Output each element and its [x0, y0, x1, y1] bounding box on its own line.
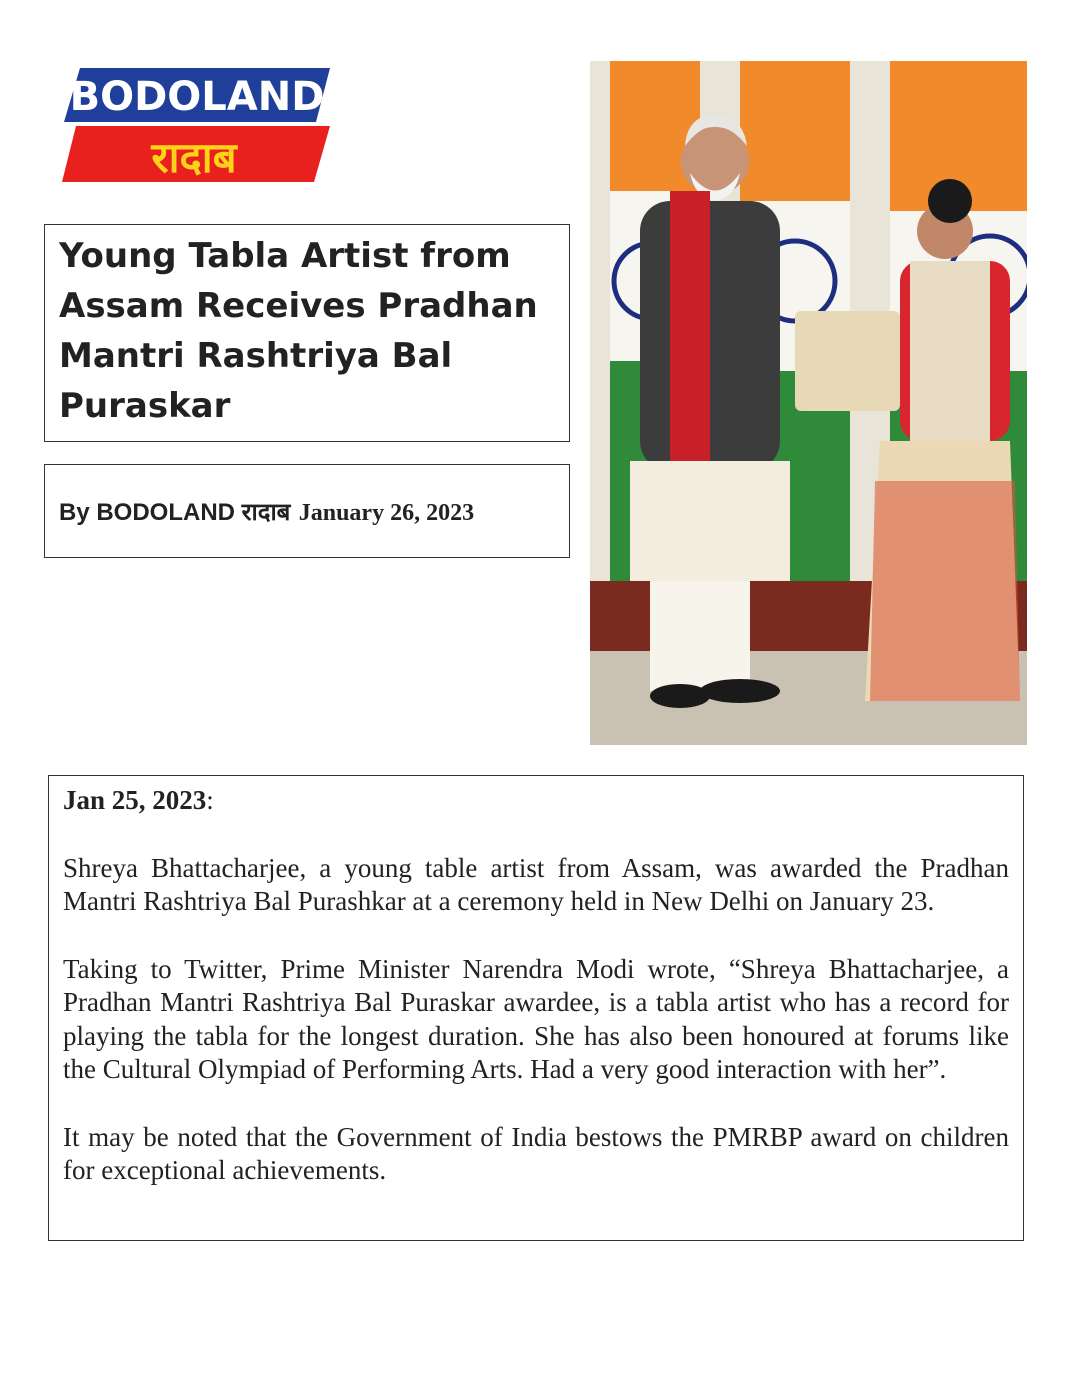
headline-box	[44, 224, 570, 442]
article-body-box	[48, 775, 1024, 1241]
byline	[59, 495, 474, 528]
article-paragraph: Shreya Bhattacharjee, a young table artist from Assam, was awarded the Pradhan Mantri Rashtriya Bal Purashkar at a ceremony held in New Delhi on January 23.	[63, 852, 1009, 916]
dateline-date: Jan 25, 2023	[63, 785, 207, 815]
article-photo	[590, 61, 1027, 745]
photo-ceremony-icon	[590, 61, 1027, 745]
article-dateline	[63, 784, 1009, 818]
byline-date: January 26, 2023	[298, 500, 475, 526]
logo-graphic	[62, 64, 332, 184]
byline-author: By BODOLAND रादाब	[59, 499, 291, 526]
page-title: Young Tabla Artist from Assam Receives Pradhan Mantri Rashtriya Bal Puraskar	[59, 236, 538, 426]
dateline-colon: :	[206, 785, 214, 815]
brand-logo	[62, 64, 332, 184]
gift-bag	[795, 311, 900, 411]
logo-top-text: BODOLAND	[69, 74, 325, 120]
logo-bottom-text: रादाब	[151, 133, 237, 182]
article-paragraph: It may be noted that the Government of India bestows the PMRBP award on children for exceptional achievements.	[63, 1121, 1009, 1185]
article-body	[63, 784, 1009, 1222]
byline-box	[44, 464, 570, 558]
article-paragraph: Taking to Twitter, Prime Minister Narendra Modi wrote, “Shreya Bhattacharjee, a Pradhan Mantri Rashtriya Bal Puraskar awardee, is a tabla artist who has a record for playing the tabla for the longest duration. She has also been honoured at forums like the Cultural Olympiad of Performing Arts. Had a very good interaction with her”.	[63, 953, 1009, 1084]
